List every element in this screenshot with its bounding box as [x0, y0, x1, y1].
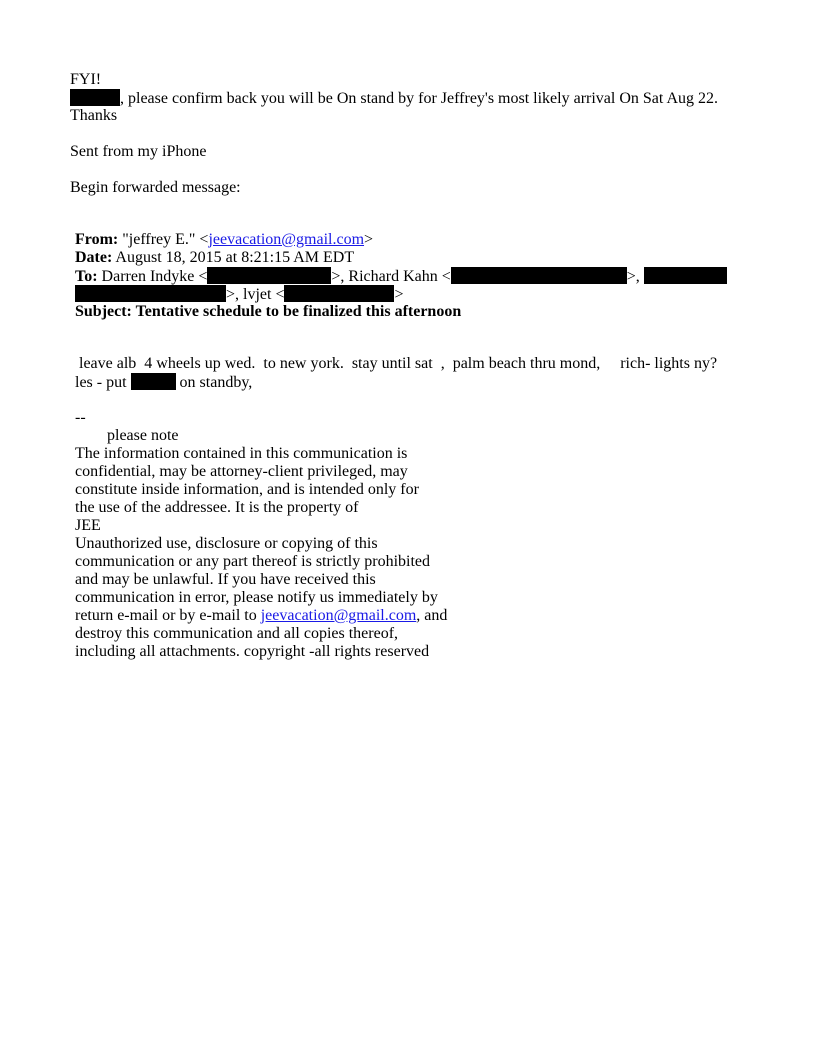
from-label: From:: [75, 231, 119, 248]
disclaimer-line: the use of the addressee. It is the property of: [75, 499, 359, 516]
body-line-1: leave alb 4 wheels up wed. to new york. stay until sat , palm beach thru mond, rich- lights ny?: [75, 355, 718, 372]
confirm-request-text: , please confirm back you will be On stand by for Jeffrey's most likely arrival On Sat Aug 22.: [120, 90, 719, 107]
header-subject: [75, 303, 461, 321]
signature-dashes: --: [75, 409, 86, 426]
disclaimer-line: destroy this communication and all copies thereof,: [75, 625, 399, 642]
redaction-block: [451, 267, 627, 284]
body-line-2: [75, 373, 252, 392]
notify-text-end: , and: [416, 607, 448, 624]
subject-value: Tentative schedule to be finalized this afternoon: [131, 303, 462, 320]
header-to-continued: [75, 285, 404, 304]
to-close: >: [394, 286, 404, 303]
header-date: [75, 249, 354, 267]
date-label: Date:: [75, 249, 113, 266]
confirm-request-line: [70, 89, 718, 108]
header-from: [75, 231, 373, 249]
to-separator-2: >,: [626, 268, 644, 285]
from-email-link[interactable]: jeevacation@gmail.com: [208, 231, 365, 248]
body-line-2-start: les - put: [75, 374, 131, 391]
redaction-block: [207, 267, 331, 284]
disclaimer-line: confidential, may be attorney-client privileged, may: [75, 463, 408, 480]
thanks-text: Thanks: [70, 107, 118, 124]
redaction-block: [284, 285, 394, 302]
redaction-block: [644, 267, 727, 284]
disclaimer-line: Unauthorized use, disclosure or copying of this: [75, 535, 378, 552]
disclaimer-line: constitute inside information, and is intended only for: [75, 481, 419, 498]
notify-text: return e-mail or by e-mail to: [75, 607, 261, 624]
body-line-2-end: on standby,: [175, 374, 253, 391]
disclaimer-line: communication or any part thereof is strictly prohibited: [75, 553, 431, 570]
header-to: [75, 267, 727, 286]
signature-text: Sent from my iPhone: [70, 143, 207, 160]
disclaimer-line: JEE: [75, 517, 101, 534]
subject-label: Subject:: [75, 303, 132, 320]
disclaimer-notify-line: [75, 607, 447, 625]
please-note-text: please note: [107, 427, 179, 444]
disclaimer-line: The information contained in this communication is: [75, 445, 408, 462]
redaction-block: [75, 285, 226, 302]
from-name: "jeffrey E." <: [118, 231, 209, 248]
redaction-block: [70, 89, 120, 106]
from-close: >: [364, 231, 374, 248]
notify-email-link[interactable]: jeevacation@gmail.com: [260, 607, 417, 624]
disclaimer-line: communication in error, please notify us immediately by: [75, 589, 438, 606]
fyi-text: FYI!: [70, 71, 102, 88]
disclaimer-line: and may be unlawful. If you have received this: [75, 571, 376, 588]
to-recipient-1: Darren Indyke <: [97, 268, 208, 285]
redaction-block: [131, 373, 176, 390]
disclaimer-line: including all attachments. copyright -all rights reserved: [75, 643, 430, 660]
to-label: To:: [75, 268, 98, 285]
to-separator-3: >, lvjet <: [226, 286, 285, 303]
to-separator-1: >, Richard Kahn <: [331, 268, 451, 285]
begin-forwarded-text: Begin forwarded message:: [70, 179, 241, 196]
date-value: August 18, 2015 at 8:21:15 AM EDT: [112, 249, 355, 266]
